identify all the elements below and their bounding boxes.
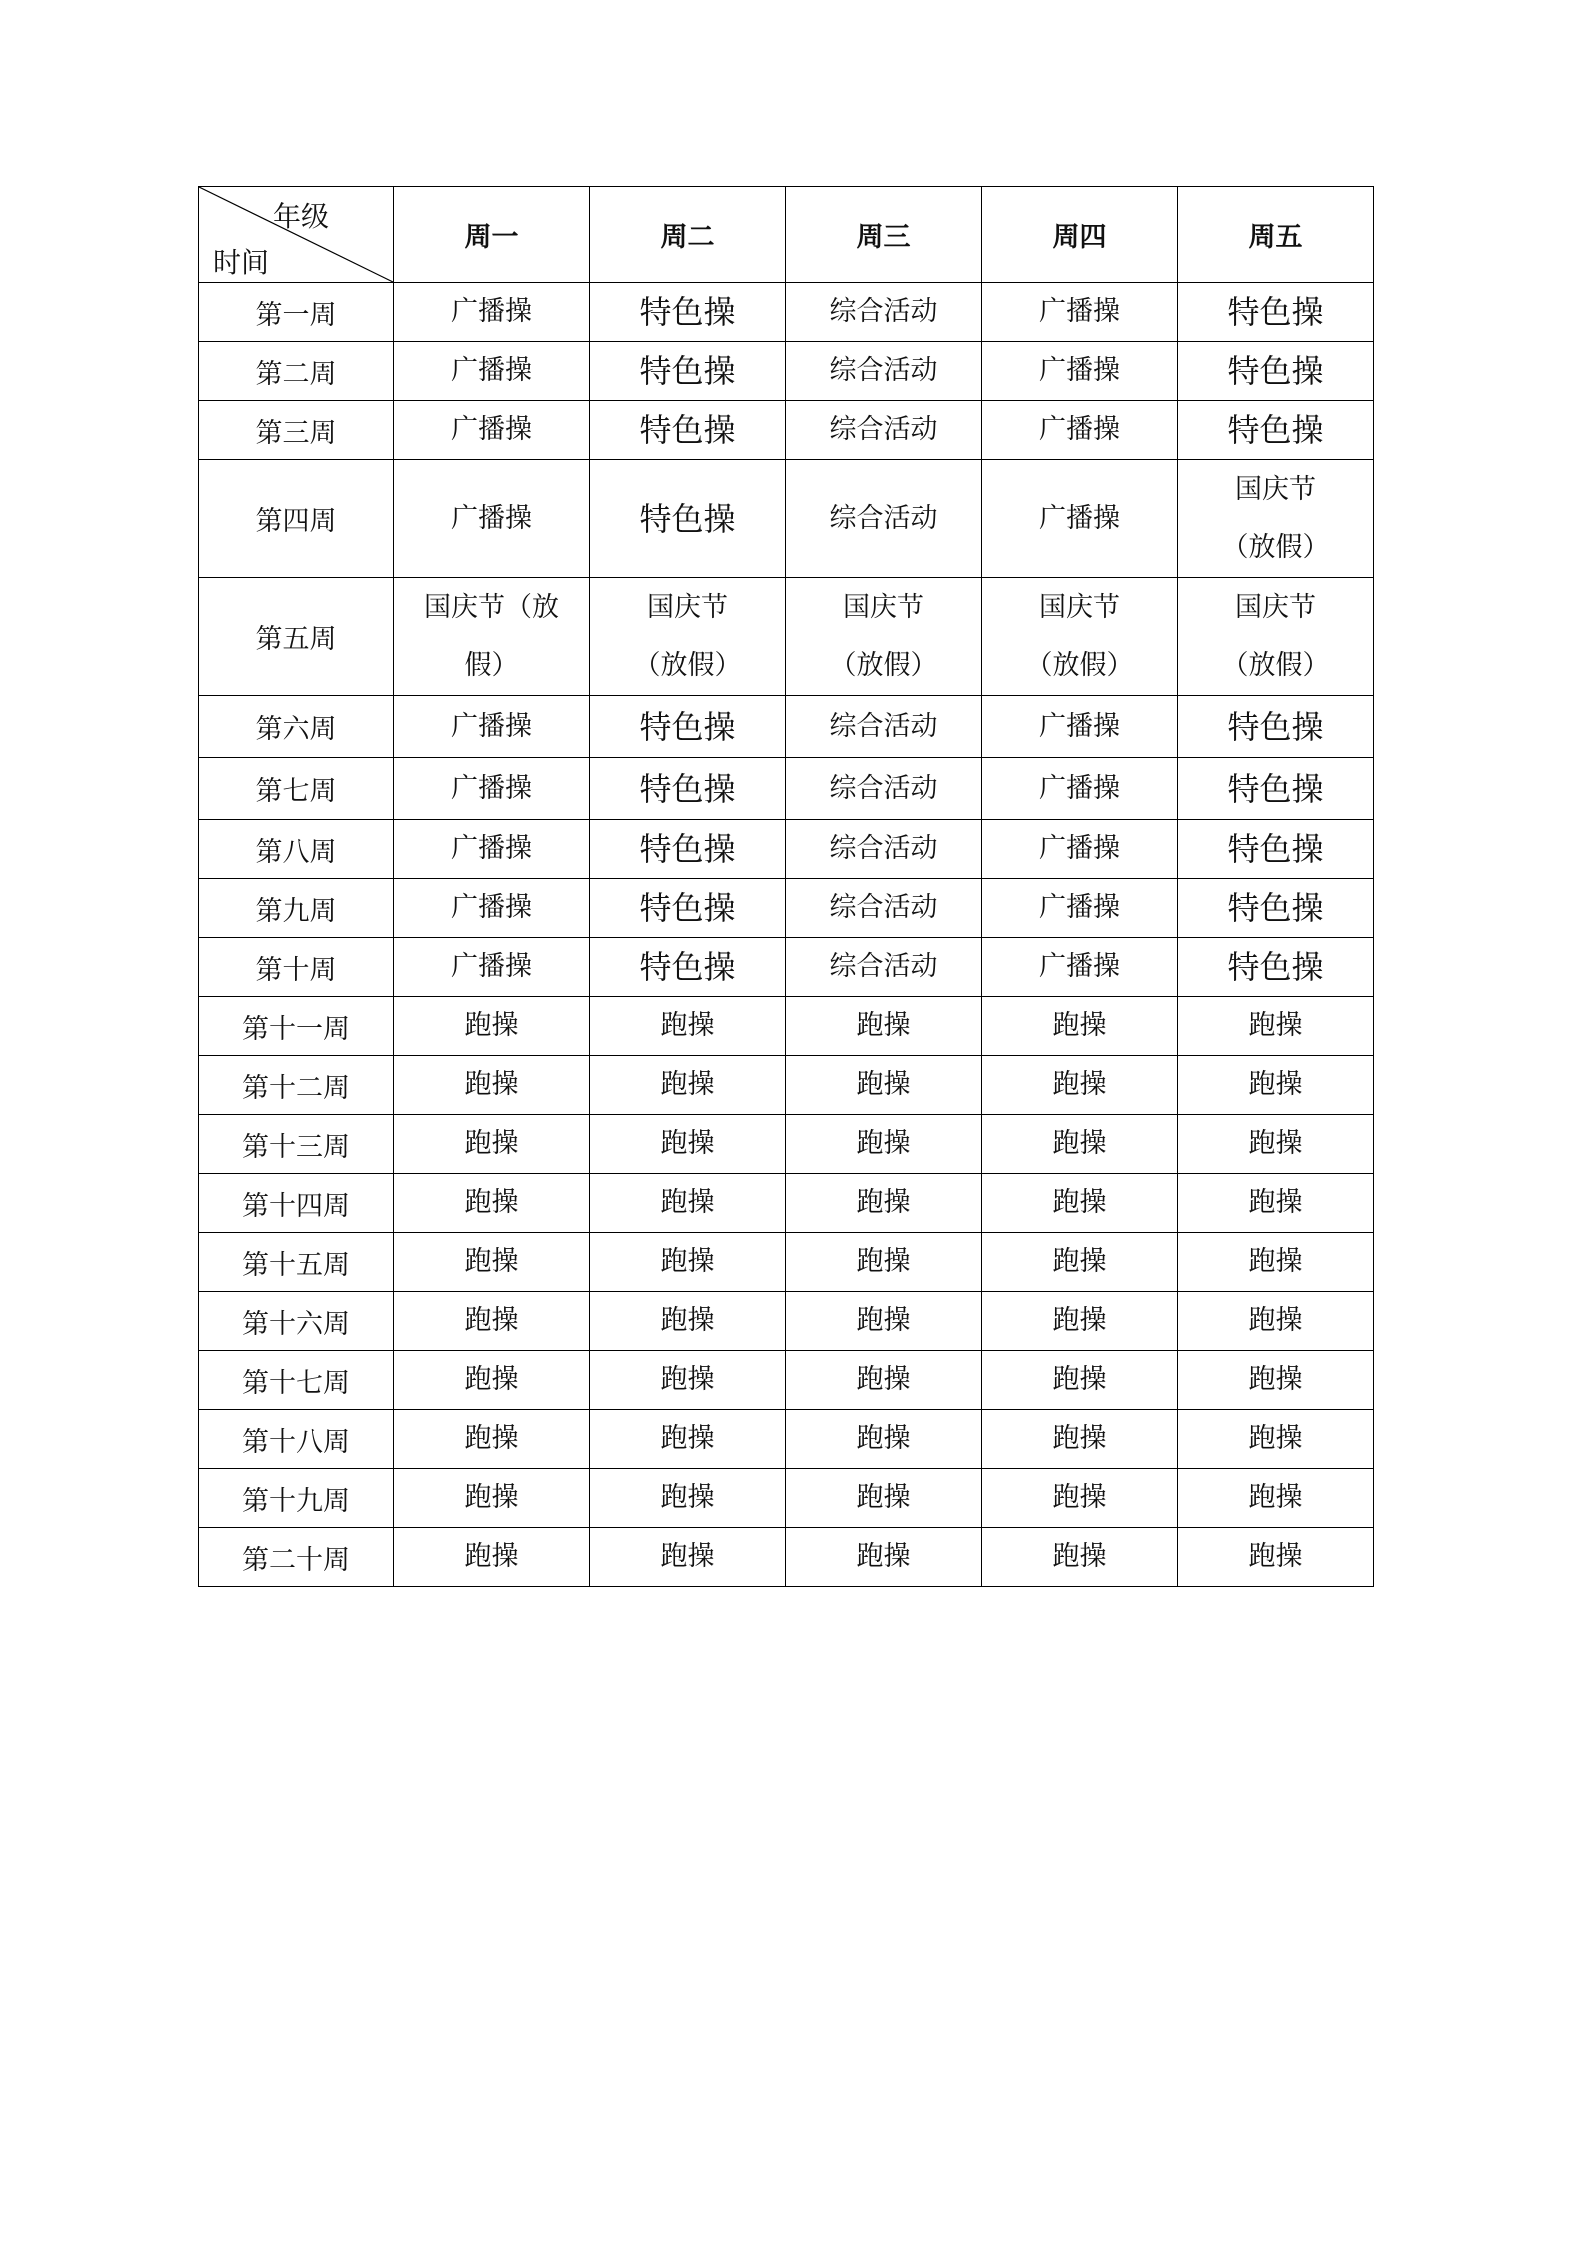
schedule-cell-wednesday	[786, 1410, 982, 1469]
activity-text: 跑操	[1248, 1364, 1303, 1395]
activity-text: 跑操	[660, 1069, 715, 1100]
exercise-schedule-table	[198, 186, 1374, 1587]
table-row	[199, 1410, 1374, 1469]
activity-text: 广播操	[1039, 414, 1120, 445]
schedule-cell-thursday	[982, 460, 1178, 578]
activity-text: 跑操	[660, 1423, 715, 1454]
schedule-cell-monday	[394, 1528, 590, 1587]
schedule-cell-wednesday	[786, 1056, 982, 1115]
activity-text: 特色操	[1227, 948, 1324, 986]
day-header-thursday: 周四	[982, 187, 1178, 283]
activity-text: 跑操	[660, 1246, 715, 1277]
activity-text: （放假）	[1221, 649, 1330, 681]
table-row	[199, 401, 1374, 460]
schedule-cell-wednesday	[786, 696, 982, 758]
activity-text: 特色操	[639, 948, 736, 986]
schedule-cell-monday	[394, 460, 590, 578]
schedule-cell-monday	[394, 578, 590, 696]
table-row	[199, 997, 1374, 1056]
schedule-cell-monday	[394, 997, 590, 1056]
table-row	[199, 1056, 1374, 1115]
schedule-cell-wednesday	[786, 997, 982, 1056]
schedule-cell-thursday	[982, 820, 1178, 879]
activity-text: 广播操	[1039, 710, 1120, 742]
activity-text: 特色操	[639, 707, 736, 746]
schedule-cell-wednesday	[786, 1528, 982, 1587]
activity-text: 综合活动	[829, 772, 938, 804]
activity-text: 广播操	[1039, 772, 1120, 804]
activity-text: 跑操	[1052, 1305, 1107, 1336]
activity-text: 跑操	[856, 1187, 911, 1218]
table-row	[199, 696, 1374, 758]
schedule-cell-friday	[1178, 1115, 1374, 1174]
activity-text: 广播操	[451, 892, 532, 923]
activity-text: 跑操	[660, 1305, 715, 1336]
activity-text: 跑操	[1248, 1246, 1303, 1277]
schedule-cell-friday	[1178, 1528, 1374, 1587]
activity-text: 跑操	[1052, 1482, 1107, 1513]
week-label-cell: 第十六周	[199, 1292, 394, 1351]
table-row	[199, 879, 1374, 938]
activity-text: 跑操	[660, 1010, 715, 1041]
schedule-cell-friday	[1178, 1292, 1374, 1351]
schedule-cell-tuesday	[590, 879, 786, 938]
activity-text: 跑操	[660, 1482, 715, 1513]
activity-text: 跑操	[856, 1246, 911, 1277]
activity-text: 跑操	[856, 1069, 911, 1100]
table-row	[199, 1174, 1374, 1233]
activity-text: 跑操	[464, 1128, 519, 1159]
activity-text: 综合活动	[829, 296, 938, 327]
activity-text: 特色操	[1227, 352, 1324, 390]
schedule-cell-tuesday	[590, 938, 786, 997]
activity-text: 特色操	[1227, 293, 1324, 331]
activity-text: 广播操	[1039, 833, 1120, 864]
schedule-cell-monday	[394, 1410, 590, 1469]
activity-text: 广播操	[451, 951, 532, 982]
schedule-cell-friday	[1178, 1469, 1374, 1528]
schedule-cell-thursday	[982, 758, 1178, 820]
schedule-cell-wednesday	[786, 578, 982, 696]
activity-text: 跑操	[1248, 1010, 1303, 1041]
schedule-cell-thursday	[982, 1469, 1178, 1528]
activity-text: 假）	[464, 649, 519, 681]
activity-text: 国庆节	[843, 591, 924, 623]
schedule-cell-thursday	[982, 1528, 1178, 1587]
schedule-cell-friday	[1178, 938, 1374, 997]
schedule-cell-monday	[394, 1233, 590, 1292]
activity-text: 跑操	[856, 1128, 911, 1159]
schedule-cell-friday	[1178, 1233, 1374, 1292]
activity-text: 跑操	[856, 1010, 911, 1041]
schedule-cell-friday	[1178, 696, 1374, 758]
activity-text: 特色操	[1227, 830, 1324, 868]
week-label-cell: 第九周	[199, 879, 394, 938]
week-label-cell: 第十四周	[199, 1174, 394, 1233]
week-label-cell: 第六周	[199, 696, 394, 758]
schedule-cell-tuesday	[590, 1469, 786, 1528]
schedule-cell-wednesday	[786, 938, 982, 997]
activity-text: 跑操	[856, 1305, 911, 1336]
activity-text: 跑操	[464, 1364, 519, 1395]
activity-text: 跑操	[660, 1364, 715, 1395]
activity-text: 特色操	[639, 352, 736, 390]
schedule-cell-friday	[1178, 1351, 1374, 1410]
header-row	[199, 187, 1374, 283]
schedule-cell-thursday	[982, 1174, 1178, 1233]
activity-text: 广播操	[1039, 355, 1120, 386]
activity-text: 跑操	[856, 1482, 911, 1513]
schedule-cell-thursday	[982, 1410, 1178, 1469]
activity-text: 跑操	[464, 1246, 519, 1277]
week-label-cell: 第二周	[199, 342, 394, 401]
schedule-cell-tuesday	[590, 1292, 786, 1351]
activity-text: 跑操	[464, 1305, 519, 1336]
schedule-cell-tuesday	[590, 1528, 786, 1587]
activity-text: 广播操	[1039, 502, 1120, 534]
schedule-cell-friday	[1178, 401, 1374, 460]
activity-text: （放假）	[633, 649, 742, 681]
schedule-cell-thursday	[982, 342, 1178, 401]
schedule-cell-monday	[394, 696, 590, 758]
activity-text: 特色操	[639, 769, 736, 808]
activity-text: 广播操	[1039, 951, 1120, 982]
schedule-cell-wednesday	[786, 1351, 982, 1410]
day-header-wednesday: 周三	[786, 187, 982, 283]
schedule-cell-thursday	[982, 696, 1178, 758]
activity-text: 跑操	[464, 1010, 519, 1041]
activity-text: （放假）	[1221, 531, 1330, 563]
schedule-cell-friday	[1178, 342, 1374, 401]
activity-text: 跑操	[660, 1187, 715, 1218]
schedule-cell-wednesday	[786, 758, 982, 820]
schedule-cell-thursday	[982, 1233, 1178, 1292]
week-label-cell: 第十八周	[199, 1410, 394, 1469]
table-row	[199, 283, 1374, 342]
activity-text: 跑操	[464, 1541, 519, 1572]
activity-text: 特色操	[639, 293, 736, 331]
schedule-cell-wednesday	[786, 401, 982, 460]
week-label-cell: 第十一周	[199, 997, 394, 1056]
week-label-cell: 第五周	[199, 578, 394, 696]
schedule-cell-tuesday	[590, 696, 786, 758]
schedule-cell-thursday	[982, 1292, 1178, 1351]
schedule-cell-wednesday	[786, 1469, 982, 1528]
schedule-cell-wednesday	[786, 820, 982, 879]
activity-text: 跑操	[1248, 1128, 1303, 1159]
activity-text: 广播操	[451, 414, 532, 445]
schedule-cell-friday	[1178, 460, 1374, 578]
activity-text: 广播操	[451, 355, 532, 386]
schedule-body	[199, 283, 1374, 1587]
schedule-cell-tuesday	[590, 460, 786, 578]
table-row	[199, 578, 1374, 696]
schedule-cell-friday	[1178, 1056, 1374, 1115]
activity-text: 国庆节	[1235, 473, 1316, 505]
activity-text: 特色操	[1227, 707, 1324, 746]
activity-text: 跑操	[1052, 1128, 1107, 1159]
week-label-cell: 第十五周	[199, 1233, 394, 1292]
activity-text: 跑操	[1248, 1423, 1303, 1454]
activity-text: 广播操	[451, 772, 532, 804]
day-header-friday: 周五	[1178, 187, 1374, 283]
activity-text: 广播操	[1039, 892, 1120, 923]
activity-text: 特色操	[639, 830, 736, 868]
activity-text: 广播操	[451, 502, 532, 534]
activity-text: 跑操	[464, 1423, 519, 1454]
table-row	[199, 342, 1374, 401]
activity-text: 综合活动	[829, 710, 938, 742]
schedule-cell-monday	[394, 879, 590, 938]
schedule-cell-wednesday	[786, 283, 982, 342]
activity-text: 跑操	[856, 1541, 911, 1572]
schedule-cell-wednesday	[786, 1174, 982, 1233]
schedule-cell-tuesday	[590, 342, 786, 401]
activity-text: 综合活动	[829, 355, 938, 386]
activity-text: （放假）	[1025, 649, 1134, 681]
week-label-cell: 第十三周	[199, 1115, 394, 1174]
corner-header-cell	[199, 187, 394, 283]
activity-text: 广播操	[451, 710, 532, 742]
schedule-cell-wednesday	[786, 1292, 982, 1351]
week-label-cell: 第八周	[199, 820, 394, 879]
week-label-cell: 第十周	[199, 938, 394, 997]
table-row	[199, 1115, 1374, 1174]
table-row	[199, 460, 1374, 578]
activity-text: 跑操	[1052, 1246, 1107, 1277]
schedule-cell-thursday	[982, 401, 1178, 460]
activity-text: 国庆节	[647, 591, 728, 623]
schedule-cell-monday	[394, 342, 590, 401]
schedule-cell-friday	[1178, 820, 1374, 879]
week-label-cell: 第二十周	[199, 1528, 394, 1587]
activity-text: 特色操	[1227, 889, 1324, 927]
week-label-cell: 第三周	[199, 401, 394, 460]
schedule-cell-friday	[1178, 283, 1374, 342]
day-header-tuesday: 周二	[590, 187, 786, 283]
schedule-cell-thursday	[982, 1056, 1178, 1115]
schedule-cell-monday	[394, 283, 590, 342]
schedule-cell-monday	[394, 938, 590, 997]
activity-text: 特色操	[1227, 769, 1324, 808]
schedule-cell-monday	[394, 758, 590, 820]
activity-text: 特色操	[639, 499, 736, 538]
table-row	[199, 1233, 1374, 1292]
activity-text: 跑操	[1052, 1187, 1107, 1218]
activity-text: 广播操	[451, 833, 532, 864]
table-row	[199, 1351, 1374, 1410]
schedule-cell-wednesday	[786, 1233, 982, 1292]
table-row	[199, 1292, 1374, 1351]
schedule-cell-friday	[1178, 879, 1374, 938]
activity-text: 跑操	[1052, 1069, 1107, 1100]
week-label-cell: 第十二周	[199, 1056, 394, 1115]
schedule-cell-thursday	[982, 938, 1178, 997]
schedule-cell-tuesday	[590, 820, 786, 879]
activity-text: 跑操	[1248, 1541, 1303, 1572]
week-label-cell: 第四周	[199, 460, 394, 578]
activity-text: 跑操	[856, 1423, 911, 1454]
schedule-cell-tuesday	[590, 1056, 786, 1115]
week-label-cell: 第一周	[199, 283, 394, 342]
activity-text: 跑操	[1248, 1305, 1303, 1336]
activity-text: 跑操	[1052, 1010, 1107, 1041]
activity-text: 特色操	[1227, 411, 1324, 449]
schedule-cell-monday	[394, 1469, 590, 1528]
table-row	[199, 1469, 1374, 1528]
week-label-cell: 第七周	[199, 758, 394, 820]
schedule-cell-friday	[1178, 758, 1374, 820]
schedule-cell-tuesday	[590, 283, 786, 342]
table-row	[199, 938, 1374, 997]
day-header-monday: 周一	[394, 187, 590, 283]
schedule-cell-monday	[394, 1056, 590, 1115]
schedule-cell-tuesday	[590, 1233, 786, 1292]
schedule-cell-monday	[394, 1292, 590, 1351]
activity-text: 综合活动	[829, 502, 938, 534]
schedule-cell-monday	[394, 1115, 590, 1174]
schedule-cell-tuesday	[590, 758, 786, 820]
schedule-cell-thursday	[982, 283, 1178, 342]
schedule-cell-wednesday	[786, 460, 982, 578]
activity-text: 国庆节（放	[424, 591, 559, 623]
week-label-cell: 第十九周	[199, 1469, 394, 1528]
schedule-cell-wednesday	[786, 1115, 982, 1174]
activity-text: 跑操	[1052, 1423, 1107, 1454]
activity-text: 跑操	[1052, 1364, 1107, 1395]
schedule-cell-friday	[1178, 997, 1374, 1056]
schedule-cell-wednesday	[786, 342, 982, 401]
activity-text: 跑操	[1248, 1482, 1303, 1513]
schedule-cell-friday	[1178, 1410, 1374, 1469]
schedule-cell-thursday	[982, 1351, 1178, 1410]
schedule-cell-tuesday	[590, 1351, 786, 1410]
activity-text: 国庆节	[1039, 591, 1120, 623]
activity-text: 广播操	[1039, 296, 1120, 327]
schedule-cell-tuesday	[590, 1174, 786, 1233]
table-row	[199, 1528, 1374, 1587]
activity-text: 跑操	[1248, 1187, 1303, 1218]
activity-text: （放假）	[829, 649, 938, 681]
activity-text: 跑操	[660, 1128, 715, 1159]
activity-text: 跑操	[1052, 1541, 1107, 1572]
schedule-cell-tuesday	[590, 997, 786, 1056]
activity-text: 跑操	[856, 1364, 911, 1395]
activity-text: 跑操	[1248, 1069, 1303, 1100]
table-row	[199, 820, 1374, 879]
schedule-cell-tuesday	[590, 578, 786, 696]
activity-text: 特色操	[639, 411, 736, 449]
activity-text: 跑操	[464, 1069, 519, 1100]
schedule-cell-monday	[394, 820, 590, 879]
activity-text: 综合活动	[829, 951, 938, 982]
activity-text: 综合活动	[829, 833, 938, 864]
schedule-cell-tuesday	[590, 1410, 786, 1469]
activity-text: 广播操	[451, 296, 532, 327]
table-row	[199, 758, 1374, 820]
schedule-cell-tuesday	[590, 1115, 786, 1174]
week-label-cell: 第十七周	[199, 1351, 394, 1410]
schedule-cell-friday	[1178, 578, 1374, 696]
schedule-cell-thursday	[982, 997, 1178, 1056]
activity-text: 国庆节	[1235, 591, 1316, 623]
schedule-cell-friday	[1178, 1174, 1374, 1233]
schedule-cell-monday	[394, 1351, 590, 1410]
schedule-cell-thursday	[982, 578, 1178, 696]
corner-time-label: 时间	[213, 246, 270, 279]
activity-text: 综合活动	[829, 892, 938, 923]
activity-text: 跑操	[464, 1187, 519, 1218]
schedule-cell-tuesday	[590, 401, 786, 460]
schedule-cell-thursday	[982, 879, 1178, 938]
activity-text: 跑操	[660, 1541, 715, 1572]
activity-text: 跑操	[464, 1482, 519, 1513]
schedule-cell-monday	[394, 401, 590, 460]
corner-grade-label: 年级	[273, 200, 330, 233]
activity-text: 综合活动	[829, 414, 938, 445]
activity-text: 特色操	[639, 889, 736, 927]
schedule-cell-thursday	[982, 1115, 1178, 1174]
schedule-cell-wednesday	[786, 879, 982, 938]
schedule-cell-monday	[394, 1174, 590, 1233]
